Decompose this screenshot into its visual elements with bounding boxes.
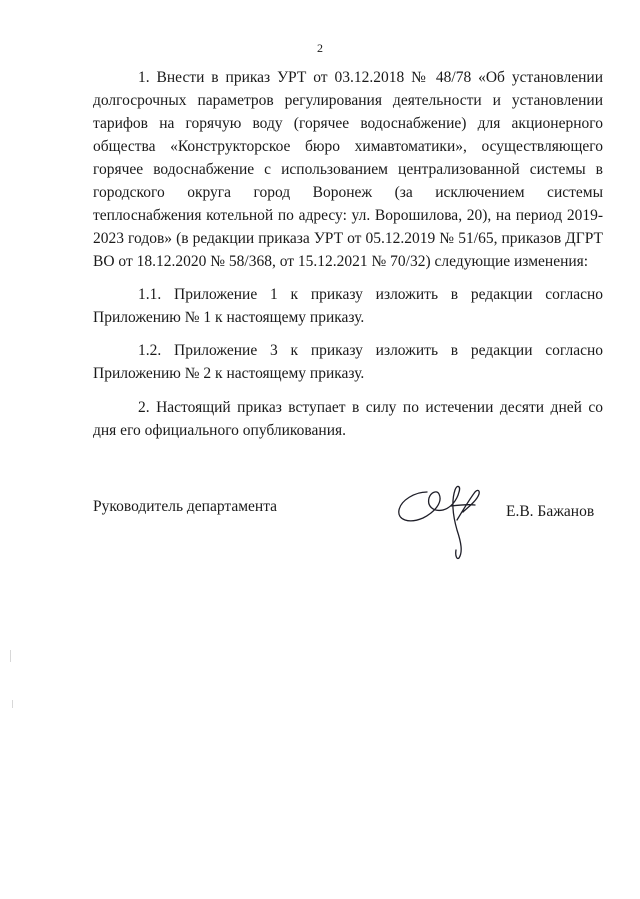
signer-name: Е.В. Бажанов [506,503,595,520]
paragraph-1: 1. Внести в приказ УРТ от 03.12.2018 № 48/78 «Об установлении долгосрочных параметров регулирования деятельности и установлении тарифов на горячую воду (горячее водоснабжение) для акционерного общества «Конструкторское бюро химавтоматики», осуществляющего горячее водоснабжение с использованием централизованной системы в городского округа город Воронеж (за исключением системы теплоснабжения котельной по адресу: ул. Ворошилова, 20), на период 2019-2023 годов» (в редакции приказа УРТ от 05.12.2019 № 51/65, приказов ДГРТ ВО от 18.12.2020 № 58/368, от 15.12.2021 № 70/32) следующие изменения: [93,69,603,270]
scan-artifact [10,650,11,662]
signature-block [93,480,603,570]
order-body [93,66,603,442]
handwritten-signature [393,480,505,562]
paragraph-2: 2. Настоящий приказ вступает в силу по истечении десяти дней со дня его официального опубликования. [93,399,603,439]
paragraph-1-1: 1.1. Приложение 1 к приказу изложить в редакции согласно Приложению № 1 к настоящему приказу. [93,286,603,326]
paragraph-1-2: 1.2. Приложение 3 к приказу изложить в редакции согласно Приложению № 2 к настоящему приказу. [93,342,603,382]
signer-position: Руководитель департамента [93,498,278,515]
page-number: 2 [317,41,323,55]
scan-artifact [12,700,13,708]
